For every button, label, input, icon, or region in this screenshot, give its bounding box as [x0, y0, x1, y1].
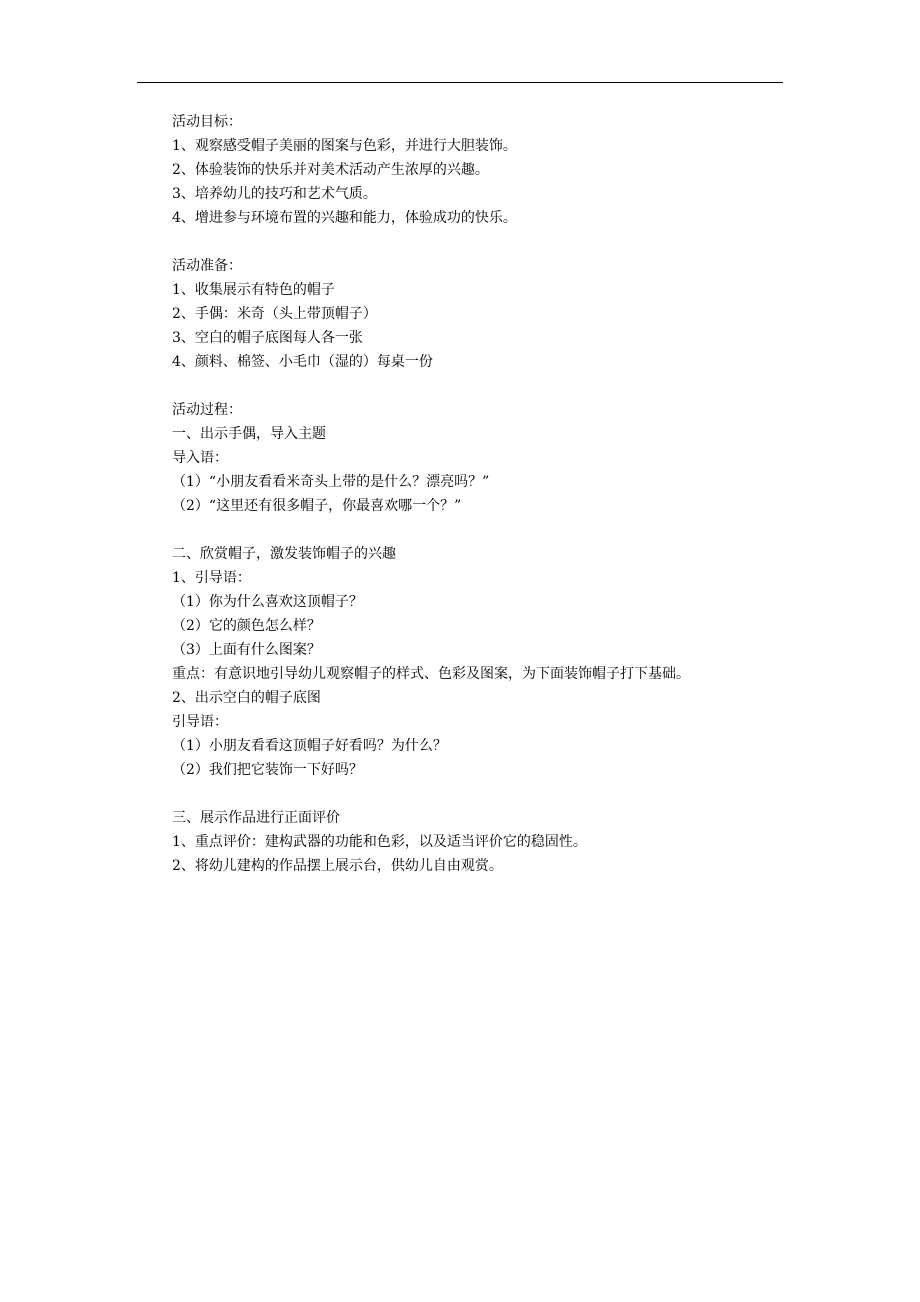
text-line: （1）“小朋友看看米奇头上带的是什么？漂亮吗？” [172, 474, 490, 490]
text-line: 2、将幼儿建构的作品摆上展示台，供幼儿自由观赏。 [172, 858, 503, 874]
document-body [172, 110, 792, 902]
text-line: 4、颜料、棉签、小毛巾（湿的）每桌一份 [172, 354, 433, 370]
text-line: （3）上面有什么图案？ [172, 642, 321, 658]
text-line: 2、体验装饰的快乐并对美术活动产生浓厚的兴趣。 [172, 162, 489, 178]
text-line: 2、出示空白的帽子底图 [172, 690, 321, 706]
text-line: 1、引导语： [172, 570, 251, 586]
text-line: 重点：有意识地引导幼儿观察帽子的样式、色彩及图案，为下面装饰帽子打下基础。 [172, 666, 690, 682]
text-line: 2、手偶：米奇（头上带顶帽子） [172, 306, 377, 322]
section-heading: 活动准备： [172, 258, 242, 274]
text-line: 引导语： [172, 714, 228, 730]
text-line: 3、空白的帽子底图每人各一张 [172, 330, 363, 346]
text-line: （2）它的颜色怎么样？ [172, 618, 321, 634]
header-rule [137, 82, 783, 83]
text-line: 1、重点评价：建构武器的功能和色彩，以及适当评价它的稳固性。 [172, 834, 587, 850]
text-line: 1、收集展示有特色的帽子 [172, 282, 335, 298]
section-objectives [172, 110, 792, 230]
text-line: 3、培养幼儿的技巧和艺术气质。 [172, 186, 377, 202]
text-line: （2）我们把它装饰一下好吗？ [172, 762, 363, 778]
section-evaluation [172, 806, 792, 878]
section-heading: 三、展示作品进行正面评价 [172, 810, 340, 826]
text-line: （2）“这里还有很多帽子，你最喜欢哪一个？” [172, 498, 462, 514]
text-line: （1）小朋友看看这顶帽子好看吗？为什么？ [172, 738, 447, 754]
section-preparation [172, 254, 792, 374]
section-process-intro [172, 398, 792, 518]
section-appreciation [172, 542, 792, 782]
text-line: 1、观察感受帽子美丽的图案与色彩，并进行大胆装饰。 [172, 138, 517, 154]
text-line: 4、增进参与环境布置的兴趣和能力，体验成功的快乐。 [172, 210, 517, 226]
text-line: 导入语： [172, 450, 228, 466]
section-heading: 二、欣赏帽子，激发装饰帽子的兴趣 [172, 546, 396, 562]
section-heading: 活动过程： [172, 402, 242, 418]
text-line: 一、出示手偶，导入主题 [172, 426, 326, 442]
text-line: （1）你为什么喜欢这顶帽子？ [172, 594, 363, 610]
section-heading: 活动目标： [172, 114, 242, 130]
